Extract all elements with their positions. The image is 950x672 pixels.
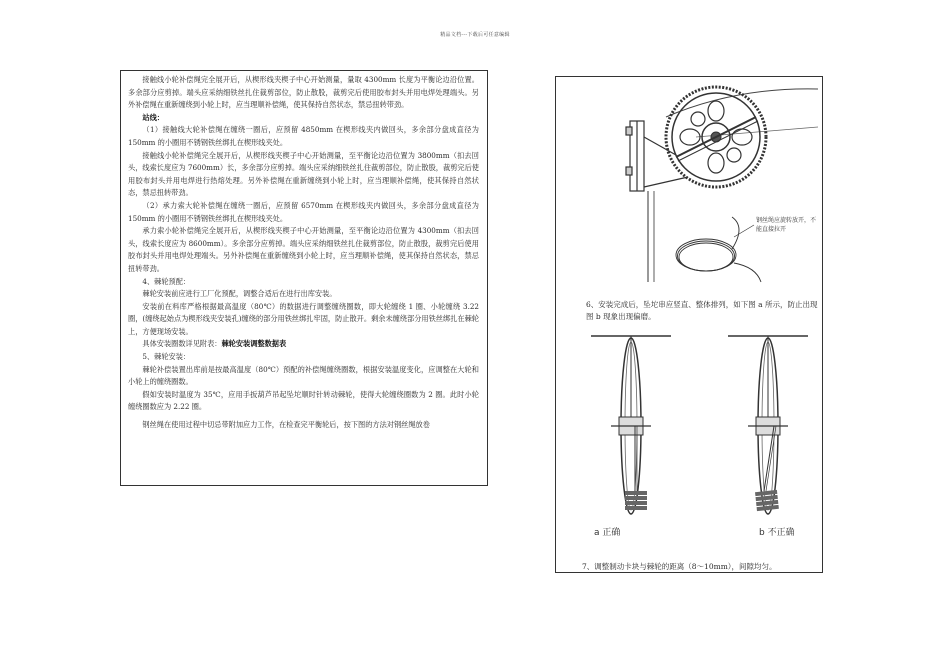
paragraph-contact-small-wheel: 接触线小轮补偿绳完全展开后，从楔形线夹楔子中心开始测量，量取 4300mm 长度为平衡论边沿位置。多余部分应剪掉。端头应采纳细铁丝扎住裁剪部位，防止散股，裁剪完后使用胶布封头并用电焊处理端头。另外补偿绳在重新缠绕到小轮上时，应当理顺补偿绳，使其保持自然状态，禁忌扭转带劲。 bbox=[128, 75, 479, 110]
paragraph-station-2: （2）承力索大轮补偿绳在缠绕一圈后，应预留 6570mm 在楔形线夹内做回头，多余部分盘成直径为 150mm 的小圈用不锈钢铁丝绑扎在楔形线夹处。 bbox=[128, 200, 479, 223]
ratchet-wheel-diagram bbox=[556, 77, 822, 293]
ratchet-wheel bbox=[666, 87, 766, 187]
paragraph-step-7: 7、调整制动卡块与棘轮的距离（8～10mm），间隙均匀。 bbox=[582, 562, 777, 571]
paragraph-preconfig-factory: 棘轮安装前应进行工厂化预配，调整合适后在进行出库安装。 bbox=[142, 289, 337, 299]
table-reference-prefix: 具体安装圈数详见附表： bbox=[142, 339, 222, 349]
wire-coil bbox=[676, 217, 761, 282]
heading-ratchet-preconfig: 4、棘轮预配： bbox=[142, 276, 191, 286]
table-reference-title[interactable]: 棘轮安装调整数据表 bbox=[221, 339, 287, 349]
paragraph-install-temperature: 棘轮补偿装置出库前是按最高温度（80℃）预配的补偿绳缠绕圈数，根据安装温度变化，应调整在大轮和小轮上的缠绕圈数。 bbox=[128, 364, 479, 387]
figure-a-correct bbox=[581, 331, 681, 516]
paragraph-wire-unwind: 钢丝绳在使用过程中切忌带附加应力工作，在检查完平衡轮后，按下图的方法对钢丝绳放卷 bbox=[142, 420, 430, 430]
left-text-panel bbox=[120, 70, 488, 486]
table-reference bbox=[128, 338, 479, 351]
right-figure-panel bbox=[555, 76, 823, 573]
heading-station-line: 站线： bbox=[142, 112, 164, 122]
weight-stack-b bbox=[755, 490, 779, 511]
wheel-note: 钢丝绳应旋转放开，不能直接拉开 bbox=[756, 217, 817, 233]
paragraph-install-example: 假如安装时温度为 35℃，应用手扳葫芦吊起坠坨顺时针转动棘轮，使得大轮缠绕圈数为 2 圈。此时小轮缠绕圈数应为 2.22 圈。 bbox=[128, 389, 479, 412]
paragraph-step-6: 6、安装完成后，坠坨串应竖直、整体排列，如下图 a 所示，防止出现图 b 现象出现偏磨。 bbox=[586, 300, 818, 321]
caption-b: b 不正确 bbox=[759, 528, 795, 538]
heading-ratchet-install: 5、棘轮安装： bbox=[142, 352, 191, 362]
paragraph-station-2-small: 承力索小轮补偿绳完全展开后，从楔形线夹楔子中心开始测量，至平衡论边沿位置为 4300mm（扣去回头，线索长度应为 8600mm）。多余部分应剪掉。端头应采纳细铁丝扎住裁剪部位，防止散股，裁剪完后使用胶布封头并用电焊处理端头。另外补偿绳在重新缠绕到小轮上时，应当理顺补偿绳，使其保持自然状态，禁忌扭转带劲。 bbox=[128, 226, 479, 273]
page-header: 精品文档---下载后可任意编辑 bbox=[440, 32, 510, 38]
paragraph-station-1: （1）接触线大轮补偿绳在缠绕一圈后，应预留 4850mm 在楔形线夹内做回头，多余部分盘成直径为 150mm 的小圈用不锈钢铁丝绑扎在楔形线夹处。 bbox=[128, 125, 479, 147]
caption-a: a 正确 bbox=[594, 528, 621, 538]
figure-b-incorrect bbox=[718, 331, 818, 516]
paragraph-station-1-small: 接触线小轮补偿绳完全展开后，从楔形线夹楔子中心开始测量，至平衡论边沿位置为 3800mm（扣去回头，线索长度应为 7600mm）长，多余部分应剪掉。端头应采纳细铁丝扎住裁剪部位，防止散股，裁剪完后使用胶布封头并用电焊进行热熔处理。另外补偿绳在重新缠绕到小轮上时，应当理顺补偿绳，使其保持自然状态，禁忌扭转带劲。 bbox=[128, 150, 479, 198]
paragraph-preconfig-details: 安装前在料库严格根据最高温度（80℃）的数据进行调整缠绕圈数，即大轮缠绕 1 圈、小轮缠绕 3.22 圈，(缠绕起始点为楔形线夹安装孔)缠绕的部分用铁丝绑扎牢固，防止散开。剩余未缠绕部分用铁丝绑扎在棘轮上，方便现场安装。 bbox=[128, 301, 479, 336]
